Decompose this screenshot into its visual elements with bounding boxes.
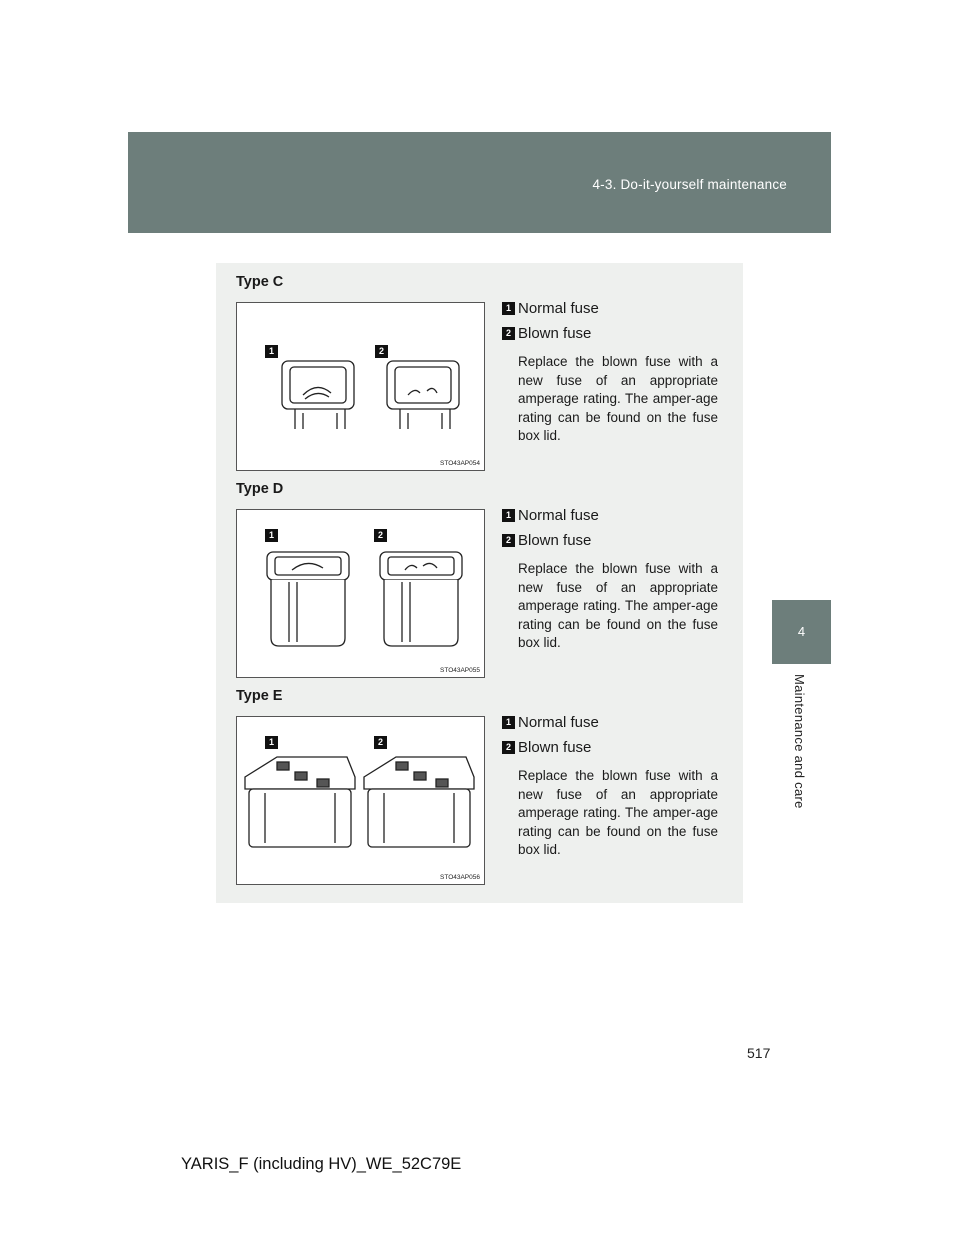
fuse-illustration: [236, 302, 485, 471]
fuse-drawing: [237, 303, 484, 470]
legend-marker: 2: [502, 741, 515, 754]
figure-marker-1: 1: [265, 736, 278, 749]
header-bar: [128, 132, 831, 233]
legend-marker: 2: [502, 534, 515, 547]
legend-marker: 1: [502, 509, 515, 522]
section-heading: Type E: [236, 688, 283, 704]
legend-label: Blown fuse: [518, 739, 592, 756]
legend-marker: 1: [502, 716, 515, 729]
section-description: Replace the blown fuse with a new fuse of an appropriate amperage rating. The amper-age rating can be found on the fuse box lid.: [518, 561, 718, 651]
fuse-section-type-e: [216, 688, 743, 903]
legend-label: Normal fuse: [518, 300, 599, 317]
fuse-section-type-d: [216, 481, 743, 691]
legend-label: Normal fuse: [518, 507, 599, 524]
section-title: 4-3. Do-it-yourself maintenance: [592, 177, 787, 192]
section-heading: Type D: [236, 481, 284, 497]
legend-label: Normal fuse: [518, 714, 599, 731]
figure-code: STO43AP054: [440, 460, 480, 467]
section-description: Replace the blown fuse with a new fuse of an appropriate amperage rating. The amper-age rating can be found on the fuse box lid.: [518, 768, 718, 858]
figure-marker-2: 2: [375, 345, 388, 358]
section-heading: Type C: [236, 274, 284, 290]
chapter-tab: [772, 600, 831, 664]
figure-marker-2: 2: [374, 529, 387, 542]
figure-code: STO43AP055: [440, 667, 480, 674]
legend-marker: 2: [502, 327, 515, 340]
page-number: 517: [747, 1045, 771, 1061]
fuse-section-type-c: [216, 274, 743, 484]
footer-document-code: YARIS_F (including HV)_WE_52C79E: [181, 1155, 462, 1173]
legend-label: Blown fuse: [518, 532, 592, 549]
section-description: Replace the blown fuse with a new fuse of an appropriate amperage rating. The amper-age rating can be found on the fuse box lid.: [518, 354, 718, 444]
chapter-number: 4: [797, 624, 806, 639]
figure-marker-1: 1: [265, 345, 278, 358]
figure-marker-2: 2: [374, 736, 387, 749]
legend-label: Blown fuse: [518, 325, 592, 342]
fuse-illustration: [236, 509, 485, 678]
fuse-illustration: [236, 716, 485, 885]
chapter-label: Maintenance and care: [792, 674, 807, 809]
figure-marker-1: 1: [265, 529, 278, 542]
figure-code: STO43AP056: [440, 874, 480, 881]
legend-marker: 1: [502, 302, 515, 315]
content-panel: [216, 263, 743, 903]
